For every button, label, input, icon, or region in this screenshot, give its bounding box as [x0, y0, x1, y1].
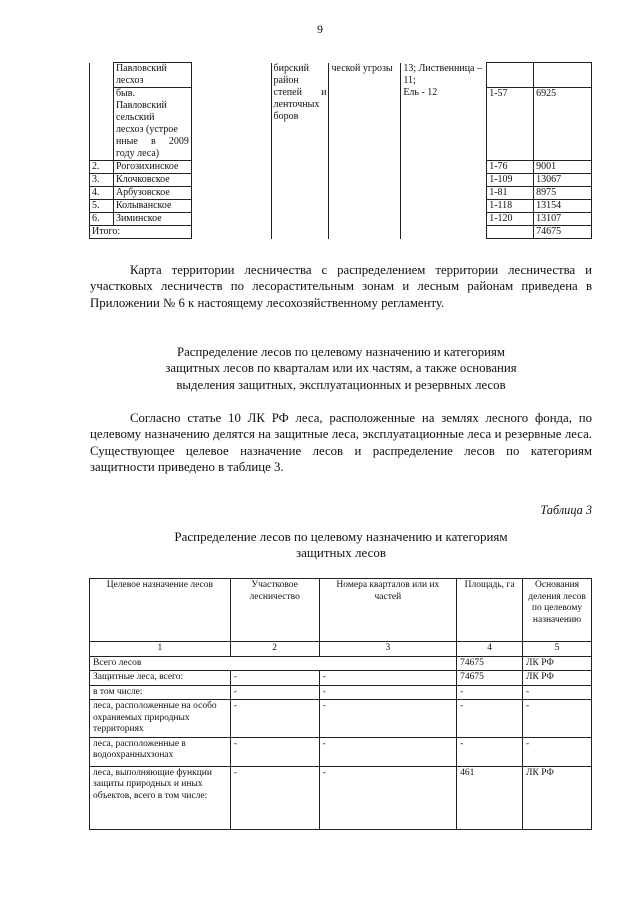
column-number-row: 1 2 3 4 5 [90, 642, 592, 657]
table-row: леса, расположенные в водоохранныхзонах - - - - [90, 737, 592, 766]
table-row: леса, расположенные на особо охраняемых природных территориях - - - - [90, 700, 592, 738]
header-cell: Участковое лесничество [230, 579, 319, 642]
table-row: 2. Рогозихинское 1-76 9001 [90, 161, 592, 174]
species-cell: 13; Лиственница – 11; Ель - 12 [401, 63, 487, 161]
table-row: 6. Зиминское 1-120 13107 [90, 213, 592, 226]
table-row: Защитные леса, всего: - - 74675 ЛК РФ [90, 671, 592, 686]
quarters-cell: 1-57 [487, 88, 534, 161]
zone-cell: бирский район степей и ленточных боров [271, 63, 329, 161]
table-title: Распределение лесов по целевому назначению и категориям защитных лесов [174, 529, 508, 561]
table-row [90, 63, 592, 88]
table-row: 4. Арбузовское 1-81 8975 [90, 187, 592, 200]
table-row: 5. Колыванское 1-118 13154 [90, 200, 592, 213]
page-number: 9 [317, 22, 323, 36]
table-header-row [90, 579, 592, 642]
district-name-cell: Павловский лесхоз [113, 63, 191, 88]
forest-purpose-table [89, 578, 592, 830]
table-row: Всего лесов 74675 ЛК РФ [90, 656, 592, 671]
header-cell: Целевое назначение лесов [90, 579, 231, 642]
map-paragraph: Карта территории лесничества с распределением территории лесничества и участковых лесничеств по лесорастительным зонам и лесным районам приведена в Приложении № 6 к настоящему лесохозяйственному регламенту. [90, 263, 592, 310]
former-name-cell: быв. Павловский сельский лесхоз (устрое нные в 2009 году леса) [113, 88, 191, 161]
table-row: в том числе: - - - - [90, 685, 592, 700]
table-row: леса, выполняющие функции защиты природных и иных объектов, всего в том числе: - - 461 ЛК РФ [90, 766, 592, 829]
threat-cell: ческой угрозы [329, 63, 401, 161]
area-cell: 6925 [534, 88, 592, 161]
article-paragraph: Согласно статье 10 ЛК РФ леса, расположенные на землях лесного фонда, по целевому назначению делятся на защитные леса, эксплуатационные леса и резервные леса. Существующее целевое назначение лесов и распределение лесов по категориям защитности приведено в таблице 3. [90, 411, 592, 475]
table-caption: Таблица 3 [540, 503, 592, 517]
header-cell: Основания деления лесов по целевому назначению [523, 579, 592, 642]
total-label: Итого: [90, 226, 192, 239]
header-cell: Площадь, га [457, 579, 523, 642]
section-heading: Распределение лесов по целевому назначению и категориям защитных лесов по кварталам или их частям, а также основания выделения защитных, эксплуатационных и резервных лесов [165, 345, 517, 392]
header-cell: Номера кварталов или их частей [319, 579, 457, 642]
total-area: 74675 [534, 226, 592, 239]
continued-district-table [89, 62, 592, 239]
table-row: 3. Клочковское 1-109 13067 [90, 174, 592, 187]
